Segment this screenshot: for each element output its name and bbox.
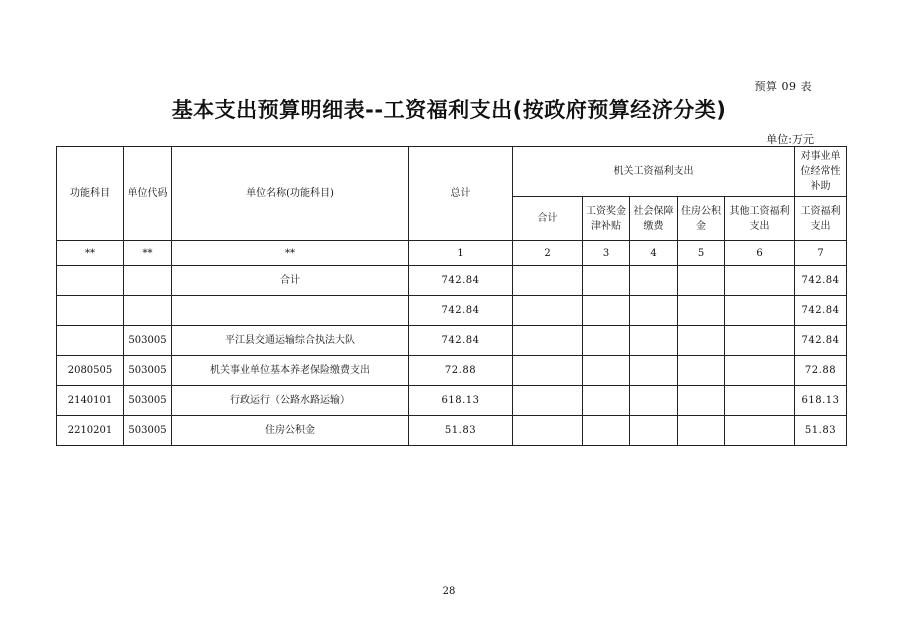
- cell-code: 503005: [124, 416, 172, 446]
- index-cell: 6: [725, 241, 795, 266]
- cell-salary: [583, 386, 630, 416]
- cell-housing: [678, 416, 725, 446]
- table-row: [57, 296, 847, 326]
- cell-other: [725, 386, 795, 416]
- cell-welfare: 618.13: [795, 386, 847, 416]
- cell-other: [725, 266, 795, 296]
- cell-other: [725, 416, 795, 446]
- cell-welfare: 742.84: [795, 266, 847, 296]
- header-sub-social: 社会保障缴费: [630, 197, 678, 241]
- cell-subject: 2140101: [57, 386, 124, 416]
- index-cell: **: [57, 241, 124, 266]
- cell-sub-total: [513, 386, 583, 416]
- cell-code: [124, 266, 172, 296]
- index-cell: 2: [513, 241, 583, 266]
- cell-welfare: 51.83: [795, 416, 847, 446]
- cell-code: 503005: [124, 386, 172, 416]
- index-cell: 3: [583, 241, 630, 266]
- header-row-top: [57, 147, 847, 197]
- cell-welfare: 72.88: [795, 356, 847, 386]
- cell-other: [725, 296, 795, 326]
- form-number: 预算 09 表: [754, 80, 812, 93]
- page-title: 基本支出预算明细表--工资福利支出(按政府预算经济分类): [171, 98, 727, 122]
- cell-sub-total: [513, 266, 583, 296]
- cell-salary: [583, 266, 630, 296]
- cell-housing: [678, 266, 725, 296]
- header-func-subject: 功能科目: [57, 147, 124, 241]
- cell-social: [630, 326, 678, 356]
- cell-code: 503005: [124, 326, 172, 356]
- cell-other: [725, 356, 795, 386]
- cell-other: [725, 326, 795, 356]
- cell-total: 51.83: [409, 416, 513, 446]
- cell-housing: [678, 326, 725, 356]
- table-row: [57, 266, 847, 296]
- cell-code: 503005: [124, 356, 172, 386]
- cell-social: [630, 296, 678, 326]
- cell-social: [630, 416, 678, 446]
- cell-salary: [583, 296, 630, 326]
- cell-salary: [583, 416, 630, 446]
- cell-total: 742.84: [409, 266, 513, 296]
- header-sub-welfare: 工资福利支出: [795, 197, 847, 241]
- cell-welfare: 742.84: [795, 296, 847, 326]
- header-total: 总计: [409, 147, 513, 241]
- header-sub-other: 其他工资福利支出: [725, 197, 795, 241]
- index-row: [57, 241, 847, 266]
- cell-name: 平江县交通运输综合执法大队: [172, 326, 409, 356]
- cell-name: 机关事业单位基本养老保险缴费支出: [172, 356, 409, 386]
- cell-total: 742.84: [409, 296, 513, 326]
- cell-welfare: 742.84: [795, 326, 847, 356]
- header-sub-salary: 工资奖金津补贴: [583, 197, 630, 241]
- cell-total: 742.84: [409, 326, 513, 356]
- index-cell: 7: [795, 241, 847, 266]
- index-cell: **: [172, 241, 409, 266]
- cell-housing: [678, 356, 725, 386]
- header-subsidy: 对事业单位经常性补助: [795, 147, 847, 197]
- cell-subject: [57, 296, 124, 326]
- cell-social: [630, 386, 678, 416]
- header-unit-name: 单位名称(功能科目): [172, 147, 409, 241]
- table-row: [57, 356, 847, 386]
- cell-housing: [678, 386, 725, 416]
- budget-table: [56, 146, 847, 446]
- cell-sub-total: [513, 296, 583, 326]
- header-sub-housing: 住房公积金: [678, 197, 725, 241]
- cell-subject: [57, 326, 124, 356]
- cell-sub-total: [513, 416, 583, 446]
- cell-code: [124, 296, 172, 326]
- cell-name: 行政运行（公路水路运输）: [172, 386, 409, 416]
- cell-total: 618.13: [409, 386, 513, 416]
- header-group-organ-welfare: 机关工资福利支出: [513, 147, 795, 197]
- table-row: [57, 326, 847, 356]
- index-cell: 5: [678, 241, 725, 266]
- cell-salary: [583, 326, 630, 356]
- cell-housing: [678, 296, 725, 326]
- table-row: [57, 386, 847, 416]
- cell-name: 住房公积金: [172, 416, 409, 446]
- cell-social: [630, 266, 678, 296]
- index-cell: **: [124, 241, 172, 266]
- index-cell: 4: [630, 241, 678, 266]
- header-unit-code: 单位代码: [124, 147, 172, 241]
- cell-salary: [583, 356, 630, 386]
- page-number: 28: [442, 586, 456, 597]
- cell-subject: 2210201: [57, 416, 124, 446]
- header-sub-total: 合计: [513, 197, 583, 241]
- cell-name: [172, 296, 409, 326]
- unit-label: 单位:万元: [766, 133, 814, 146]
- table-row: [57, 416, 847, 446]
- cell-name: 合计: [172, 266, 409, 296]
- cell-sub-total: [513, 356, 583, 386]
- cell-social: [630, 356, 678, 386]
- cell-subject: 2080505: [57, 356, 124, 386]
- index-cell: 1: [409, 241, 513, 266]
- cell-sub-total: [513, 326, 583, 356]
- cell-subject: [57, 266, 124, 296]
- cell-total: 72.88: [409, 356, 513, 386]
